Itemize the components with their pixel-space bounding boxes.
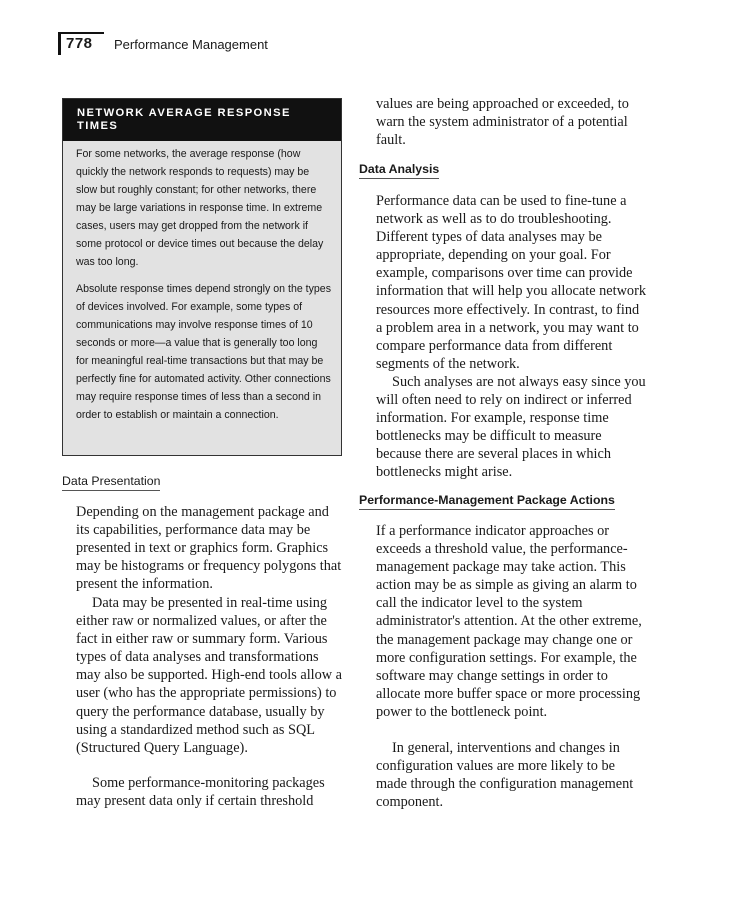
body-paragraph: Some performance-monitoring packages may present data only if certain threshold — [76, 775, 325, 810]
section-heading-package-actions: Performance-Management Package Actions — [359, 493, 615, 510]
body-paragraph: Performance data can be used to fine-tune a network as well as to do troubleshooting. Different types of data analyses may be appropriate, depending on your goal. For example, comparisons over time can provide information that will help you allocate network resources more effectively. In contrast, to find a problem area in a network, you may want to compare performance data from different segments of the network. — [376, 193, 646, 372]
sidebar-box — [62, 98, 342, 456]
section-heading-data-analysis: Data Analysis — [359, 162, 439, 179]
body-paragraph: Depending on the management package and its capabilities, performance data may be presented in text or graphics form. Graphics may be histograms or frequency polygons that present the information. — [76, 504, 342, 593]
body-paragraph: In general, interventions and changes in configuration values are more likely to be made through the configuration management component. — [376, 740, 634, 811]
body-paragraph: Such analyses are not always easy since you will often need to rely on indirect or inferred information. For example, response time bottlenecks may be difficult to measure because there are several places in which bottlenecks might arise. — [376, 374, 646, 481]
body-paragraph: If a performance indicator approaches or exceeds a threshold value, the performance-management package may take action. This action may be as simple as giving an alarm to call the indicator level to the system administrator's attention. At the other extreme, the management package may change one or more configuration settings. For example, the software may change settings in order to allocate more buffer space or more processing power to the bottleneck point. — [376, 523, 642, 720]
header-rule-vertical — [58, 32, 61, 55]
body-paragraph-continuation: values are being approached or exceeded, to warn the system administrator of a potential fault. — [376, 96, 629, 149]
header-rule-horizontal — [58, 32, 104, 34]
sidebar-header — [63, 99, 341, 141]
running-title: Performance Management — [114, 37, 268, 52]
body-paragraph: Data may be presented in real-time using either raw or normalized values, or after the fact in either raw or summary form. Various types of data analyses and transformations may also be supported. High-end tools allow a user (who has the appropriate permissions) to query the performance database, usually by using a standardized method such as SQL (Structured Query Language). — [76, 595, 343, 756]
sidebar-paragraph: For some networks, the average response (how quickly the network responds to requests) may be slow but roughly constant; for other networks, there may be large variations in response time. In extreme cases, users may get dropped from the network if some protocol or device times out because the delay was too long. — [76, 148, 324, 268]
sidebar-paragraph: Absolute response times depend strongly on the types of devices involved. For example, some types of communications may involve response times of 10 seconds or more—a value that is generally too long for meaningful real-time transactions but that may be perfectly fine for automated activity. Other connections may require response times of less than a second in order to establish or maintain a connection. — [76, 283, 331, 421]
section-heading-data-presentation: Data Presentation — [62, 474, 160, 491]
page-number: 778 — [66, 35, 93, 52]
sidebar-title: NETWORK AVERAGE RESPONSE TIMES — [77, 107, 291, 132]
